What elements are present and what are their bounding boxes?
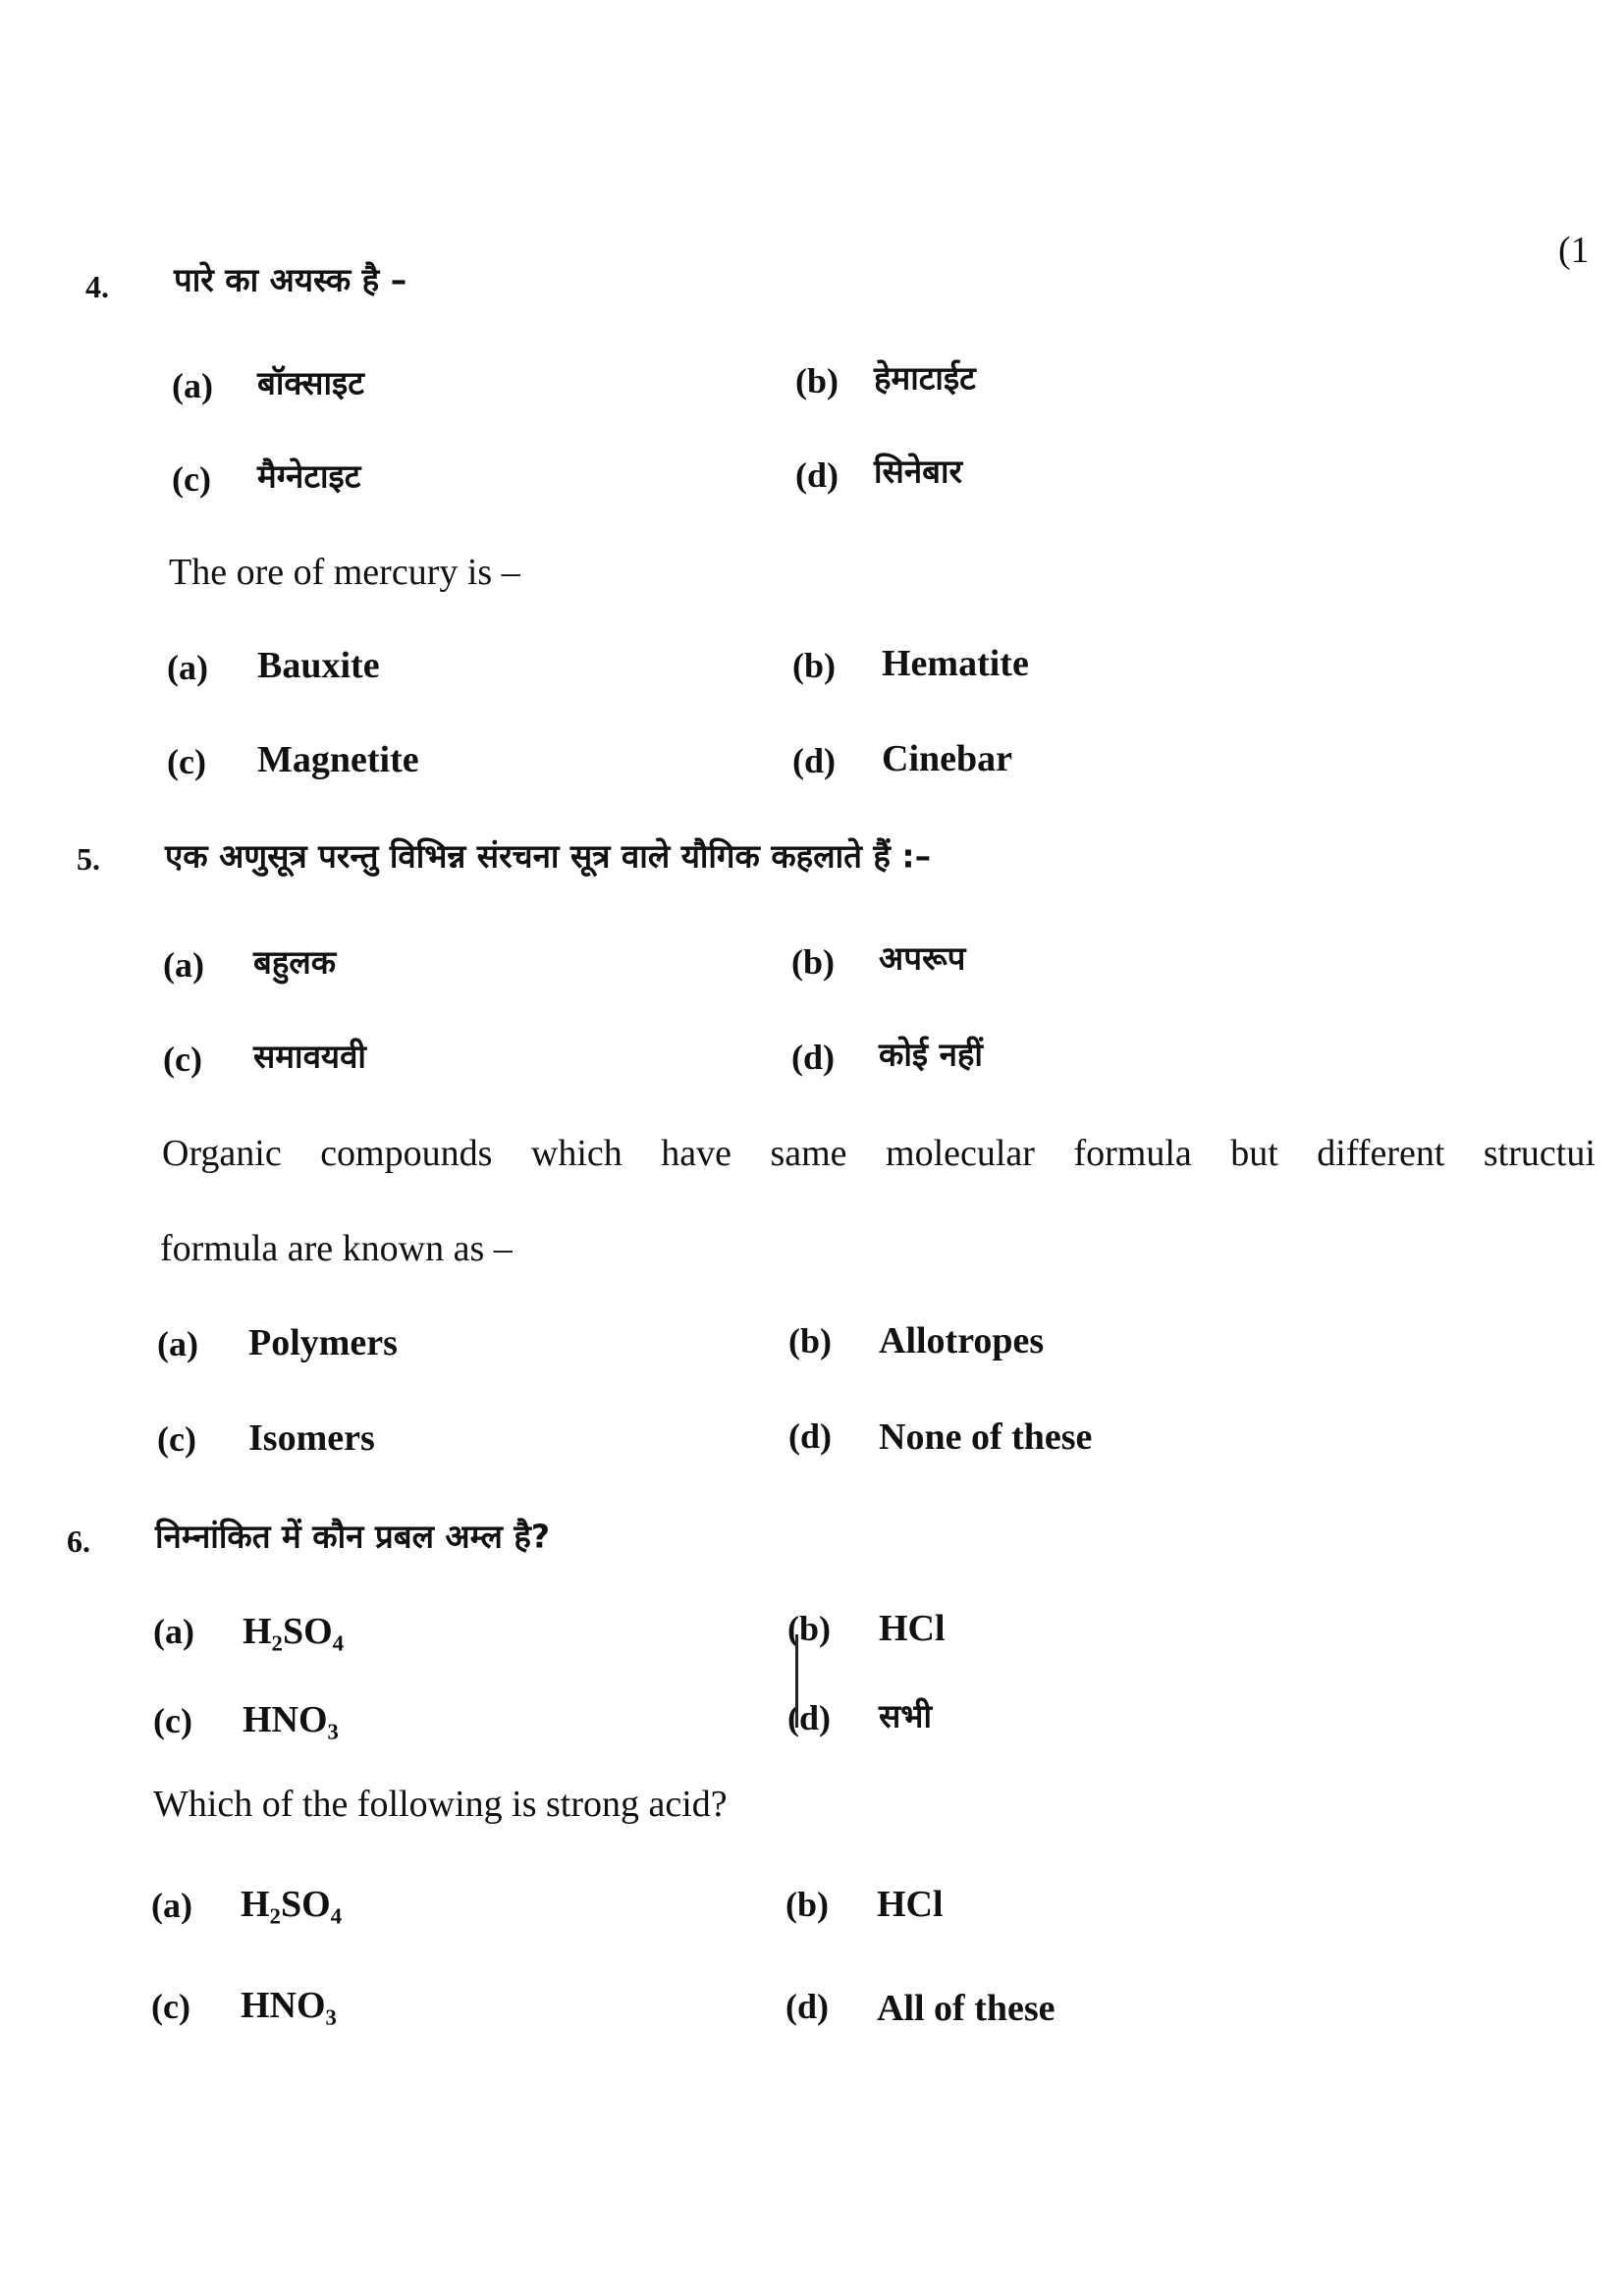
option-c-english: HNO₃ — [241, 1985, 337, 2026]
option-label-d: (d) — [787, 1698, 831, 1737]
option-b-hindi: हेमाटाईट — [874, 358, 976, 398]
question-text-hindi: निम्नांकित में कौन प्रबल अम्ल है? — [155, 1517, 551, 1556]
option-d-hindi: कोई नहीं — [879, 1035, 983, 1074]
option-a-hindi: बहुलक — [253, 942, 337, 982]
option-label-a: (a) — [153, 1612, 194, 1651]
option-label-b: (b) — [788, 1321, 832, 1361]
question-number: 4. — [85, 269, 109, 304]
word: same — [770, 1133, 847, 1174]
option-label-c: (c) — [167, 742, 206, 781]
word: compounds — [320, 1133, 493, 1174]
option-a-hindi: H₂SO₄ — [243, 1611, 345, 1652]
option-b-hindi: HCl — [879, 1608, 946, 1649]
question-number: 5. — [77, 841, 100, 877]
option-label-a: (a) — [163, 945, 204, 985]
option-c-hindi: HNO₃ — [243, 1699, 339, 1740]
question-text-hindi: एक अणुसूत्र परन्तु विभिन्न संरचना सूत्र वाले यौगिक कहलाते हैं :– — [165, 836, 932, 876]
option-label-c: (c) — [153, 1701, 192, 1740]
question-text-english-line2: formula are known as – — [160, 1228, 513, 1269]
option-b-english: Hematite — [882, 643, 1029, 684]
option-label-c: (c) — [151, 1987, 190, 2026]
word: structui — [1483, 1133, 1596, 1174]
option-label-b: (b) — [795, 361, 839, 400]
option-b-english: HCl — [877, 1884, 944, 1925]
option-d-hindi: सिनेबार — [874, 452, 963, 491]
question-text-english: The ore of mercury is – — [169, 552, 520, 593]
option-label-a: (a) — [157, 1324, 198, 1363]
option-c-hindi: मैग्नेटाइट — [257, 456, 361, 496]
page-number: (1 — [1558, 230, 1590, 271]
option-a-english: Polymers — [248, 1322, 398, 1363]
word: different — [1317, 1133, 1445, 1174]
option-label-a: (a) — [151, 1886, 192, 1925]
option-b-hindi: अपरूप — [879, 938, 966, 978]
question-text-hindi: पारे का अयस्क है – — [174, 260, 407, 299]
question-number: 6. — [67, 1523, 90, 1559]
word: but — [1230, 1133, 1278, 1174]
option-d-english: None of these — [879, 1416, 1093, 1458]
option-c-english: Magnetite — [257, 739, 419, 780]
option-label-b: (b) — [785, 1885, 829, 1924]
question-text-english: Which of the following is strong acid? — [153, 1784, 728, 1825]
option-c-hindi: समावयवी — [253, 1037, 366, 1076]
option-label-c: (c) — [172, 459, 211, 499]
pen-tick-mark — [795, 1634, 798, 1728]
option-label-b: (b) — [792, 646, 836, 685]
word: have — [661, 1133, 731, 1174]
option-a-hindi: बॉक्साइट — [257, 363, 364, 402]
word: Organic — [162, 1133, 282, 1174]
option-label-d: (d) — [792, 741, 836, 780]
question-text-english-line1 — [162, 1135, 1596, 1172]
option-c-english: Isomers — [248, 1417, 375, 1459]
option-label-c: (c) — [157, 1419, 196, 1459]
option-label-d: (d) — [788, 1416, 832, 1456]
option-label-a: (a) — [167, 648, 208, 687]
option-d-hindi: सभी — [879, 1696, 933, 1735]
option-label-d: (d) — [785, 1987, 829, 2026]
option-label-b: (b) — [787, 1609, 831, 1648]
option-label-b: (b) — [791, 942, 835, 982]
option-label-d: (d) — [791, 1038, 835, 1077]
option-b-english: Allotropes — [879, 1320, 1045, 1362]
option-a-english: H₂SO₄ — [241, 1884, 343, 1925]
word: formula — [1073, 1133, 1192, 1174]
option-label-a: (a) — [172, 366, 213, 405]
option-label-d: (d) — [795, 455, 839, 495]
option-d-english: All of these — [877, 1988, 1056, 2029]
option-label-c: (c) — [163, 1040, 202, 1079]
option-d-english: Cinebar — [882, 738, 1012, 779]
word: molecular — [886, 1133, 1035, 1174]
word: which — [530, 1133, 623, 1174]
option-a-english: Bauxite — [257, 645, 380, 686]
